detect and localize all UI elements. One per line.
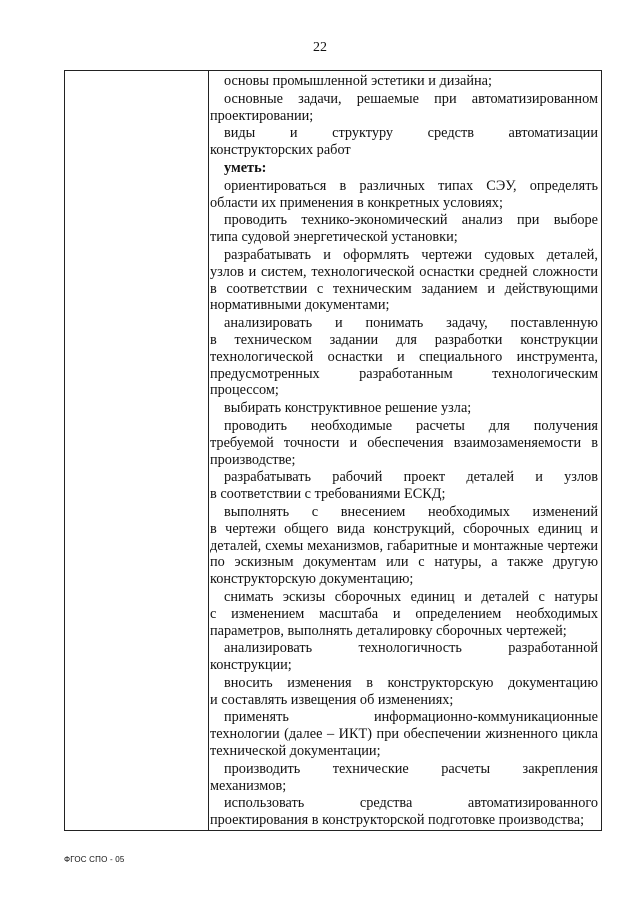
table-left-column [65,71,209,830]
table-right-column [210,73,598,830]
list-item [210,418,598,468]
list-item-continuation: в чертежи общего вида конструкций, сборочных единиц и деталей, схемы механизмов, габаритные и монтажные чертежи по эскизным документам или с натуры, а также другую конструкторскую документацию; [210,520,598,588]
list-item-continuation: конструкции; [210,657,292,674]
list-item-first-line: проводить технико-экономический анализ при выборе [224,212,598,229]
list-item-first-line: использовать средства автоматизированного [224,795,598,812]
list-item [210,178,598,212]
list-item-first-line: вносить изменения в конструкторскую документацию [224,674,598,691]
section-heading: уметь: [224,159,267,176]
list-item [210,247,598,314]
list-item-first-line: виды и структуру средств автоматизации [224,125,598,142]
list-item [210,640,598,674]
page-number: 22 [313,40,327,55]
list-item-continuation: с изменением масштаба и определением необходимых параметров, выполнять деталировку сборочных чертежей; [210,605,598,639]
list-item [210,504,598,588]
list-item [210,795,598,829]
list-item-first-line: производить технические расчеты закрепления [224,760,598,777]
list-item-first-line: основы промышленной эстетики и дизайна; [224,73,492,89]
list-item-continuation: в соответствии с требованиями ЕСКД; [210,486,446,503]
list-item-continuation: технологии (далее – ИКТ) при обеспечении жизненного цикла технической документации; [210,726,598,760]
footer-code: ФГОС СПО - 05 [64,855,125,864]
list-item-continuation: проектировании; [210,107,314,124]
list-item [210,469,598,503]
list-item-first-line: ориентироваться в различных типах СЭУ, определять [224,177,598,194]
list-item-continuation: механизмов; [210,777,287,794]
list-item [210,709,598,759]
list-item-first-line: разрабатывать рабочий проект деталей и узлов [224,469,598,486]
list-item-first-line: анализировать технологичность разработанной [224,640,598,657]
list-item-continuation: в техническом задании для разработки конструкции технологической оснастки и специального инструмента, предусмотренных разработанным технологическим процессом; [210,331,598,399]
list-item-first-line: разрабатывать и оформлять чертежи судовых деталей, [224,246,598,263]
list-item [210,589,598,639]
list-item-continuation: области их применения в конкретных условиях; [210,194,503,211]
list-item-first-line: основные задачи, решаемые при автоматизированном [224,90,598,107]
list-item-continuation: узлов и систем, технологической оснастки средней сложности в соответствии с техническим заданием и действующими нормативными документами; [210,263,598,314]
list-item-continuation: проектирования в конструкторской подготовке производства; [210,812,585,829]
list-item-first-line: выбирать конструктивное решение узла; [224,400,472,417]
list-item [210,315,598,399]
list-item-continuation: конструкторских работ [210,142,351,159]
list-item [210,761,598,795]
list-item-first-line: снимать эскизы сборочных единиц и деталей с натуры [224,588,598,605]
list-item-continuation: типа судовой энергетической установки; [210,229,458,246]
list-item [210,73,598,90]
content-table [64,70,602,831]
list-item [210,400,598,417]
list-item [210,212,598,246]
list-item [210,125,598,159]
list-item-first-line: проводить необходимые расчеты для получения [224,417,598,434]
list-item-continuation: и составлять извещения об изменениях; [210,691,454,708]
list-item-continuation: требуемой точности и обеспечения взаимозаменяемости в производстве; [210,434,598,468]
list-item-first-line: выполнять с внесением необходимых изменений [224,503,598,520]
list-item-first-line: применять информационно-коммуникационные [224,709,598,726]
list-item [210,91,598,125]
list-item [210,675,598,709]
list-item-first-line: анализировать и понимать задачу, поставленную [224,315,598,332]
